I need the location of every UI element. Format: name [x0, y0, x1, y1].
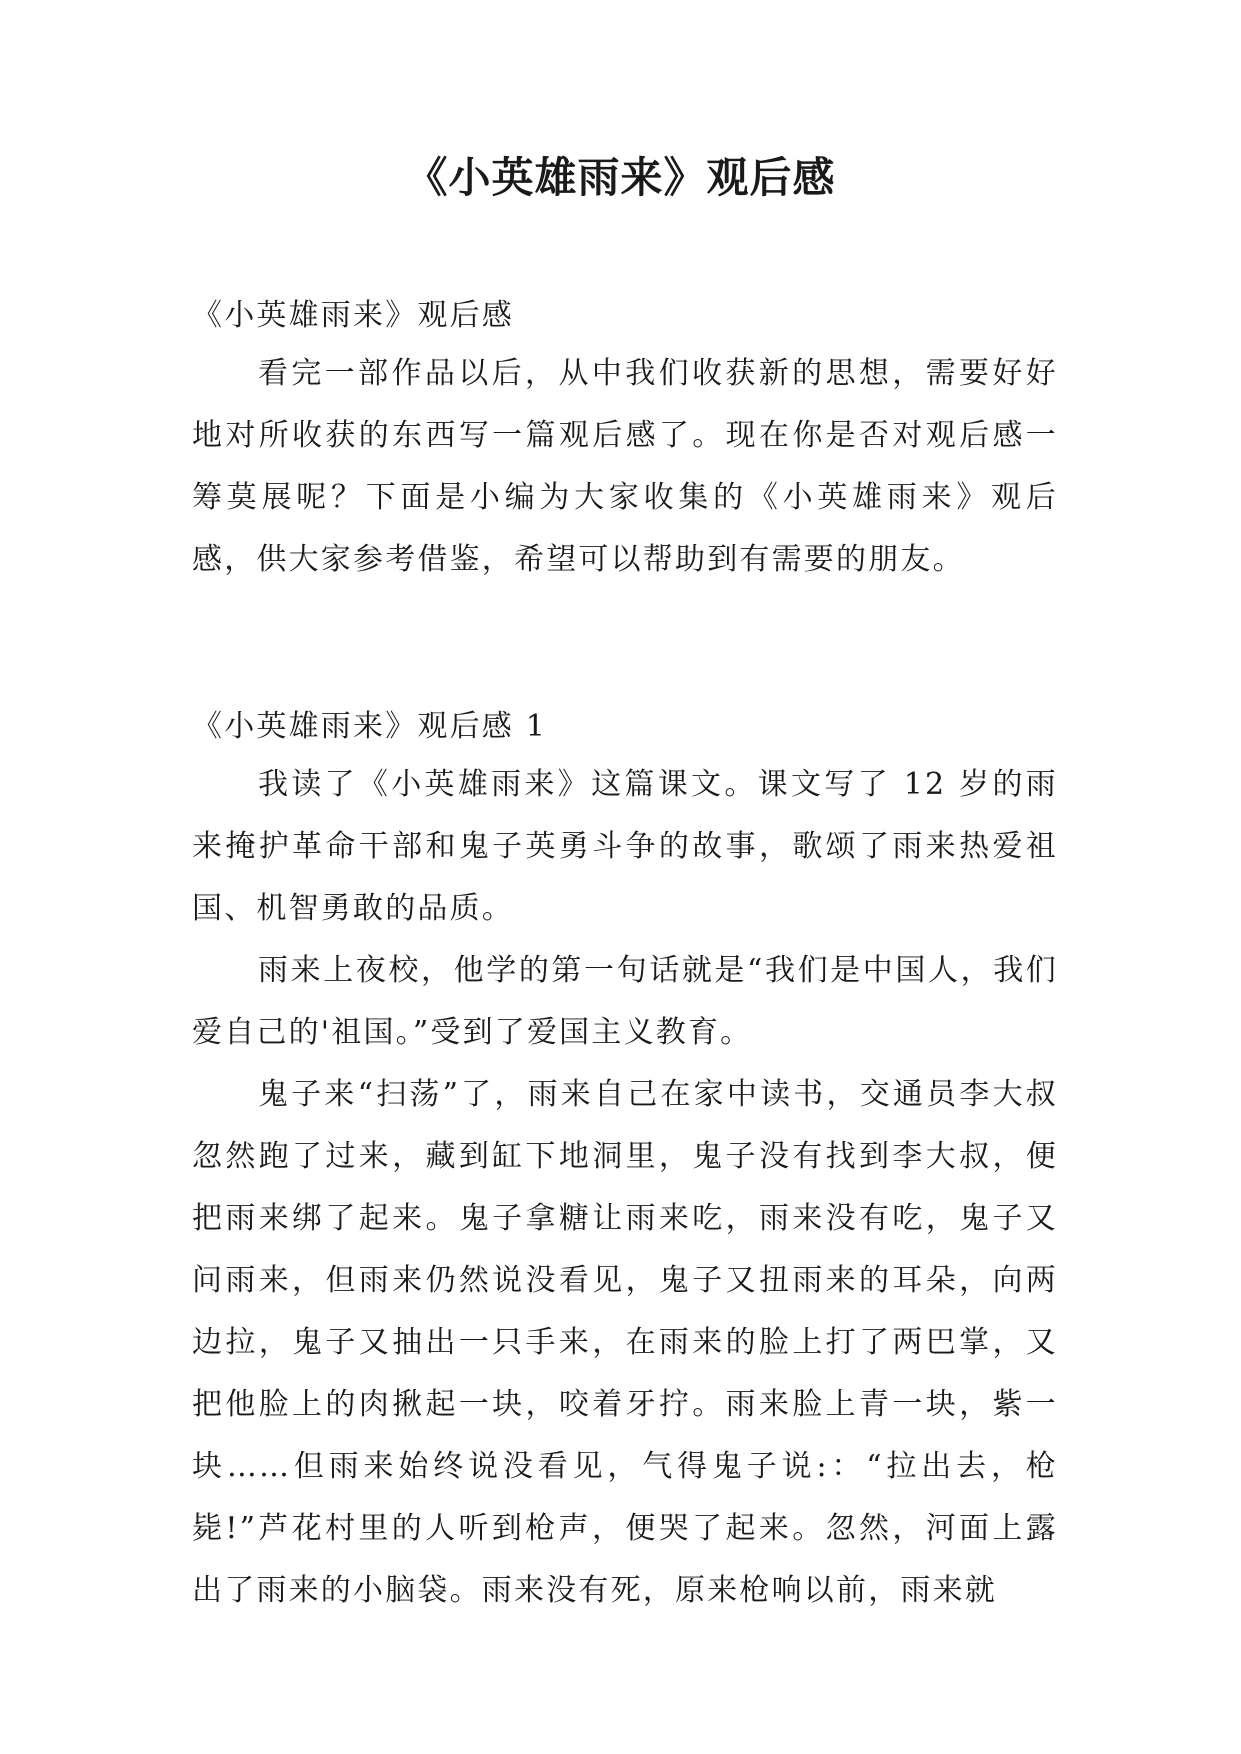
intro-paragraph: 看完一部作品以后，从中我们收获新的思想，需要好好地对所收获的东西写一篇观后感了。现在你是否对观后感一筹莫展呢？下面是小编为大家收集的《小英雄雨来》观后感，供大家参考借鉴，希望可以帮助到有需要的朋友。 — [192, 356, 1058, 577]
body-paragraph: 雨来上夜校，他学的第一句话就是“我们是中国人，我们爱自己的'祖国。”受到了爱国主义教育。 — [192, 953, 1058, 1050]
page-title: 《小英雄雨来》观后感 — [405, 153, 836, 202]
section-heading: 《小英雄雨来》观后感 1 — [192, 709, 548, 744]
body-paragraph: 我读了《小英雄雨来》这篇课文。课文写了 12 岁的雨来掩护革命干部和鬼子英勇斗争的故事，歌颂了雨来热爱祖国、机智勇敢的品质。 — [192, 767, 1058, 926]
body-paragraph: 鬼子来“扫荡”了，雨来自己在家中读书，交通员李大叔忽然跑了过来，藏到缸下地洞里，鬼子没有找到李大叔，便把雨来绑了起来。鬼子拿糖让雨来吃，雨来没有吃，鬼子又问雨来，但雨来仍然说没看见，鬼子又扭雨来的耳朵，向两边拉，鬼子又抽出一只手来，在雨来的脸上打了两巴掌，又把他脸上的肉揪起一块，咬着牙拧。雨来脸上青一块，紫一块……但雨来始终说没看见，气得鬼子说:：“拉出去，枪毙!”芦花村里的人听到枪声，便哭了起来。忽然，河面上露出了雨来的小脑袋。雨来没有死，原来枪响以前，雨来就 — [192, 1077, 1058, 1608]
intro-heading: 《小英雄雨来》观后感 — [192, 298, 514, 333]
